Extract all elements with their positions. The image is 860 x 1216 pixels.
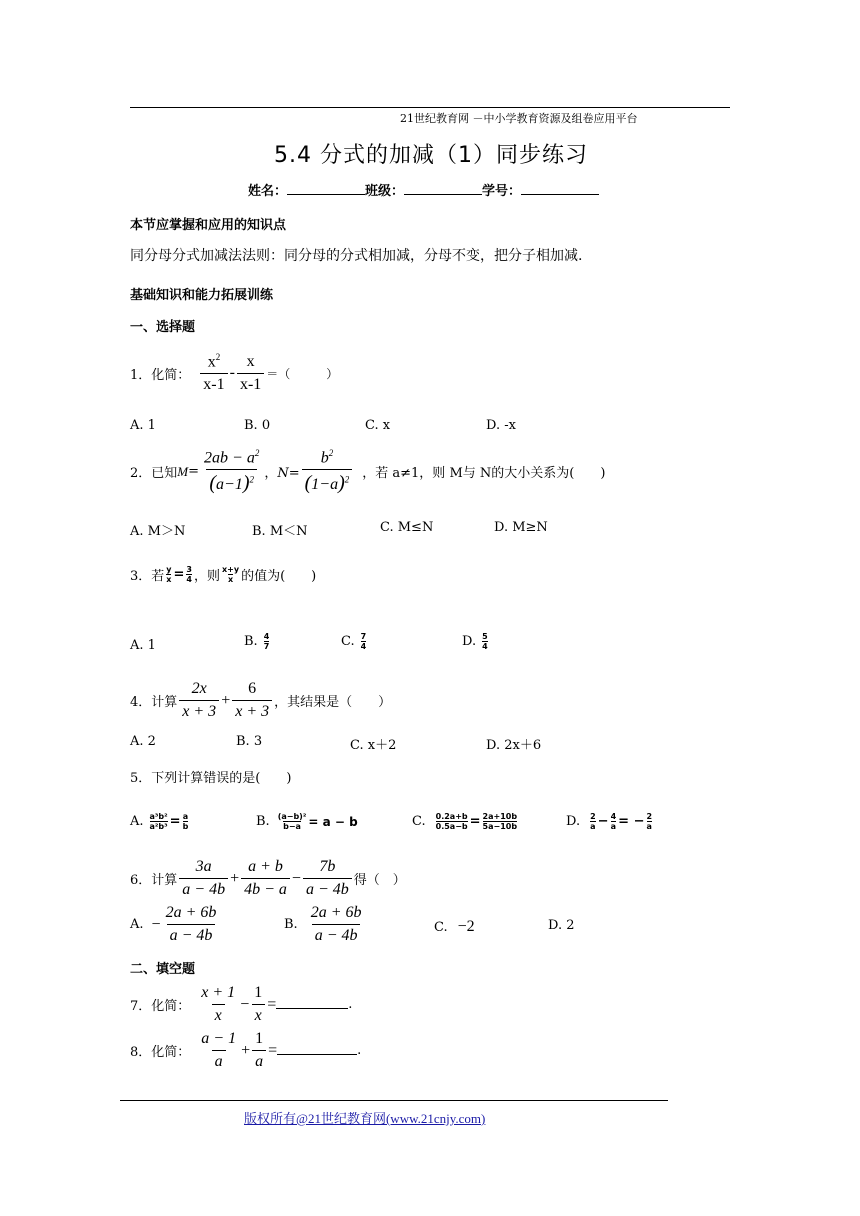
q6-frac3: $\frac{7b}{a - 4b}$: [303, 858, 352, 899]
q2-frac-n: $\frac{b^2}{(1-a)^2}$: [302, 448, 353, 495]
q4-option-b: B. 3: [236, 734, 263, 749]
section-training: 基础知识和能力拓展训练: [130, 288, 274, 303]
q2-option-a: A. M＞N: [130, 524, 186, 539]
q3-option-a: A. 1: [130, 638, 156, 653]
class-label: 班级：: [365, 184, 405, 199]
name-field[interactable]: [287, 194, 365, 195]
q5-option-d: D. $\frac{2}{a}$ − $\frac{4}{a}$ = − $\frac{2}{a}$: [566, 812, 653, 831]
q4-tail: ，其结果是（ ）: [274, 695, 392, 710]
q6-tail: 得（ ）: [353, 873, 406, 888]
header-text: [400, 110, 638, 126]
part2-heading: 二、填空题: [130, 962, 196, 977]
class-field[interactable]: [404, 194, 482, 195]
q8-frac2: $\frac{1}{a}$: [252, 1030, 266, 1071]
q4-frac2: $\frac{6}{x + 3}$: [232, 680, 272, 721]
q6-label: 6．计算: [130, 873, 178, 888]
q1-tail: ＝（ ）: [266, 366, 339, 381]
q3-frac-xyx: $\frac{x+y}{x}$: [222, 565, 240, 584]
q3-option-d: D. $\frac{5}{4}$: [462, 632, 488, 651]
q3-frac-34: $\frac{3}{4}$: [186, 565, 192, 584]
q4-option-d: D. 2x＋6: [486, 738, 542, 753]
question-7: 7．化简： $\frac{x + 1}{x}$ − $\frac{1}{x}$ = .: [130, 984, 353, 1024]
footer-copyright-link[interactable]: 版权所有@21世纪教育网(www.21cnjy.com): [244, 1111, 486, 1126]
header-rule: [130, 107, 730, 108]
q4-frac1: $\frac{2x}{x + 3}$: [179, 680, 219, 721]
question-5: 5．下列计算错误的是( ): [130, 771, 292, 786]
q6-option-c: C. −2: [434, 918, 475, 935]
id-label: 学号：: [482, 184, 522, 199]
q3-mid: ，则: [193, 569, 220, 584]
header-site: 21世纪教育网: [400, 112, 469, 125]
q4-label: 4．计算: [130, 695, 178, 710]
question-6: 6．计算 $\frac{3a}{a - 4b}$ + $\frac{a + b}{4b - a}$ − $\frac{7b}{a - 4b}$ 得（ ）: [130, 858, 406, 898]
name-label: 姓名：: [248, 184, 288, 199]
q1-frac2: $\frac{x}{x-1}$: [237, 353, 264, 394]
q1-option-b: B. 0: [244, 418, 271, 433]
q3-label: 3．若: [130, 569, 165, 584]
q1-option-d: D. -x: [486, 418, 516, 433]
q2-option-b: B. M＜N: [252, 524, 308, 539]
q2-option-d: D. M≥N: [494, 520, 548, 535]
q2-frac-m: $\frac{2ab - a^2}{(a-1)^2}$: [204, 448, 260, 495]
question-1: 1．化简： $\frac{x^2}{x-1}$ - $\frac{x}{x-1}$ ＝（ ）: [130, 352, 339, 394]
q6-option-b: B. $\frac{2a + 6b}{a - 4b}$: [284, 904, 362, 944]
q1-option-a: A. 1: [130, 418, 156, 433]
q2-label: 2．已知: [130, 466, 178, 482]
q3-frac-yx: $\frac{y}{x}$: [166, 565, 172, 584]
question-3: 3．若 $\frac{y}{x}$ = $\frac{3}{4}$ ，则 $\frac{x+y}{x}$ 的值为( ): [130, 565, 317, 584]
q8-label: 8．化简：: [130, 1045, 191, 1060]
q3-option-b: B. $\frac{4}{7}$: [244, 632, 270, 651]
q4-option-c: C. x＋2: [350, 738, 397, 753]
q7-label: 7．化简：: [130, 999, 191, 1014]
footer-rule: [120, 1100, 668, 1101]
q8-answer-field[interactable]: [277, 1054, 357, 1055]
q5-option-b: B. $\frac{\text{(a−b)²}}{b-a}$ = a − b: [256, 812, 358, 831]
q1-label: 1．化简：: [130, 367, 191, 383]
question-2: 2．已知 M = $\frac{2ab - a^2}{(a-1)^2}$ ，N= $\frac{b^2}{(1-a)^2}$ ，若 a≠1，则 M与 N的大小关系为( ): [130, 448, 606, 495]
section-knowledge: 本节应掌握和应用的知识点: [130, 218, 287, 233]
q8-frac1: $\frac{a - 1}{a}$: [201, 1030, 237, 1070]
part1-heading: 一、选择题: [130, 320, 196, 335]
q6-frac2: $\frac{a + b}{4b - a}$: [241, 858, 290, 899]
question-4: 4．计算 $\frac{2x}{x + 3}$ + $\frac{6}{x + 3}$ ，其结果是（ ）: [130, 680, 392, 720]
header-tagline: －中小学教育资源及组卷应用平台: [472, 112, 638, 125]
q1-option-c: C. x: [365, 418, 391, 433]
q4-option-a: A. 2: [130, 734, 156, 749]
q5-option-a: A. $\frac{\text{a³b²}}{\text{a²b³}}$ = $\frac{a}{b}$: [130, 812, 189, 831]
q7-frac2: $\frac{1}{x}$: [251, 984, 265, 1025]
q6-option-a: A. − $\frac{2a + 6b}{a - 4b}$: [130, 904, 217, 944]
id-field[interactable]: [521, 194, 599, 195]
q3-option-c: C. $\frac{7}{4}$: [341, 632, 367, 651]
q2-mid: ，若 a≠1，则 M与 N的大小关系为( ): [362, 466, 606, 482]
question-8: 8．化简： $\frac{a - 1}{a}$ + $\frac{1}{a}$ = .: [130, 1030, 362, 1070]
page-title: 5.4 分式的加减（1）同步练习: [274, 143, 588, 168]
q6-frac1: $\frac{3a}{a - 4b}$: [179, 858, 228, 899]
q5-option-c: C. $\frac{0.2a+b}{0.5a-b}$ = $\frac{2a+10b}{5a-10b}$: [412, 812, 518, 831]
q3-tail: 的值为( ): [241, 569, 317, 584]
q7-answer-field[interactable]: [276, 1008, 348, 1009]
student-info: [248, 180, 599, 199]
q1-frac1: $\frac{x^2}{x-1}$: [200, 352, 227, 394]
q7-frac1: $\frac{x + 1}{x}$: [201, 984, 236, 1024]
q6-option-d: D. 2: [548, 918, 575, 933]
q2-option-c: C. M≤N: [380, 520, 434, 535]
knowledge-text: 同分母分式加减法法则：同分母的分式相加减，分母不变，把分子相加减.: [130, 248, 583, 264]
